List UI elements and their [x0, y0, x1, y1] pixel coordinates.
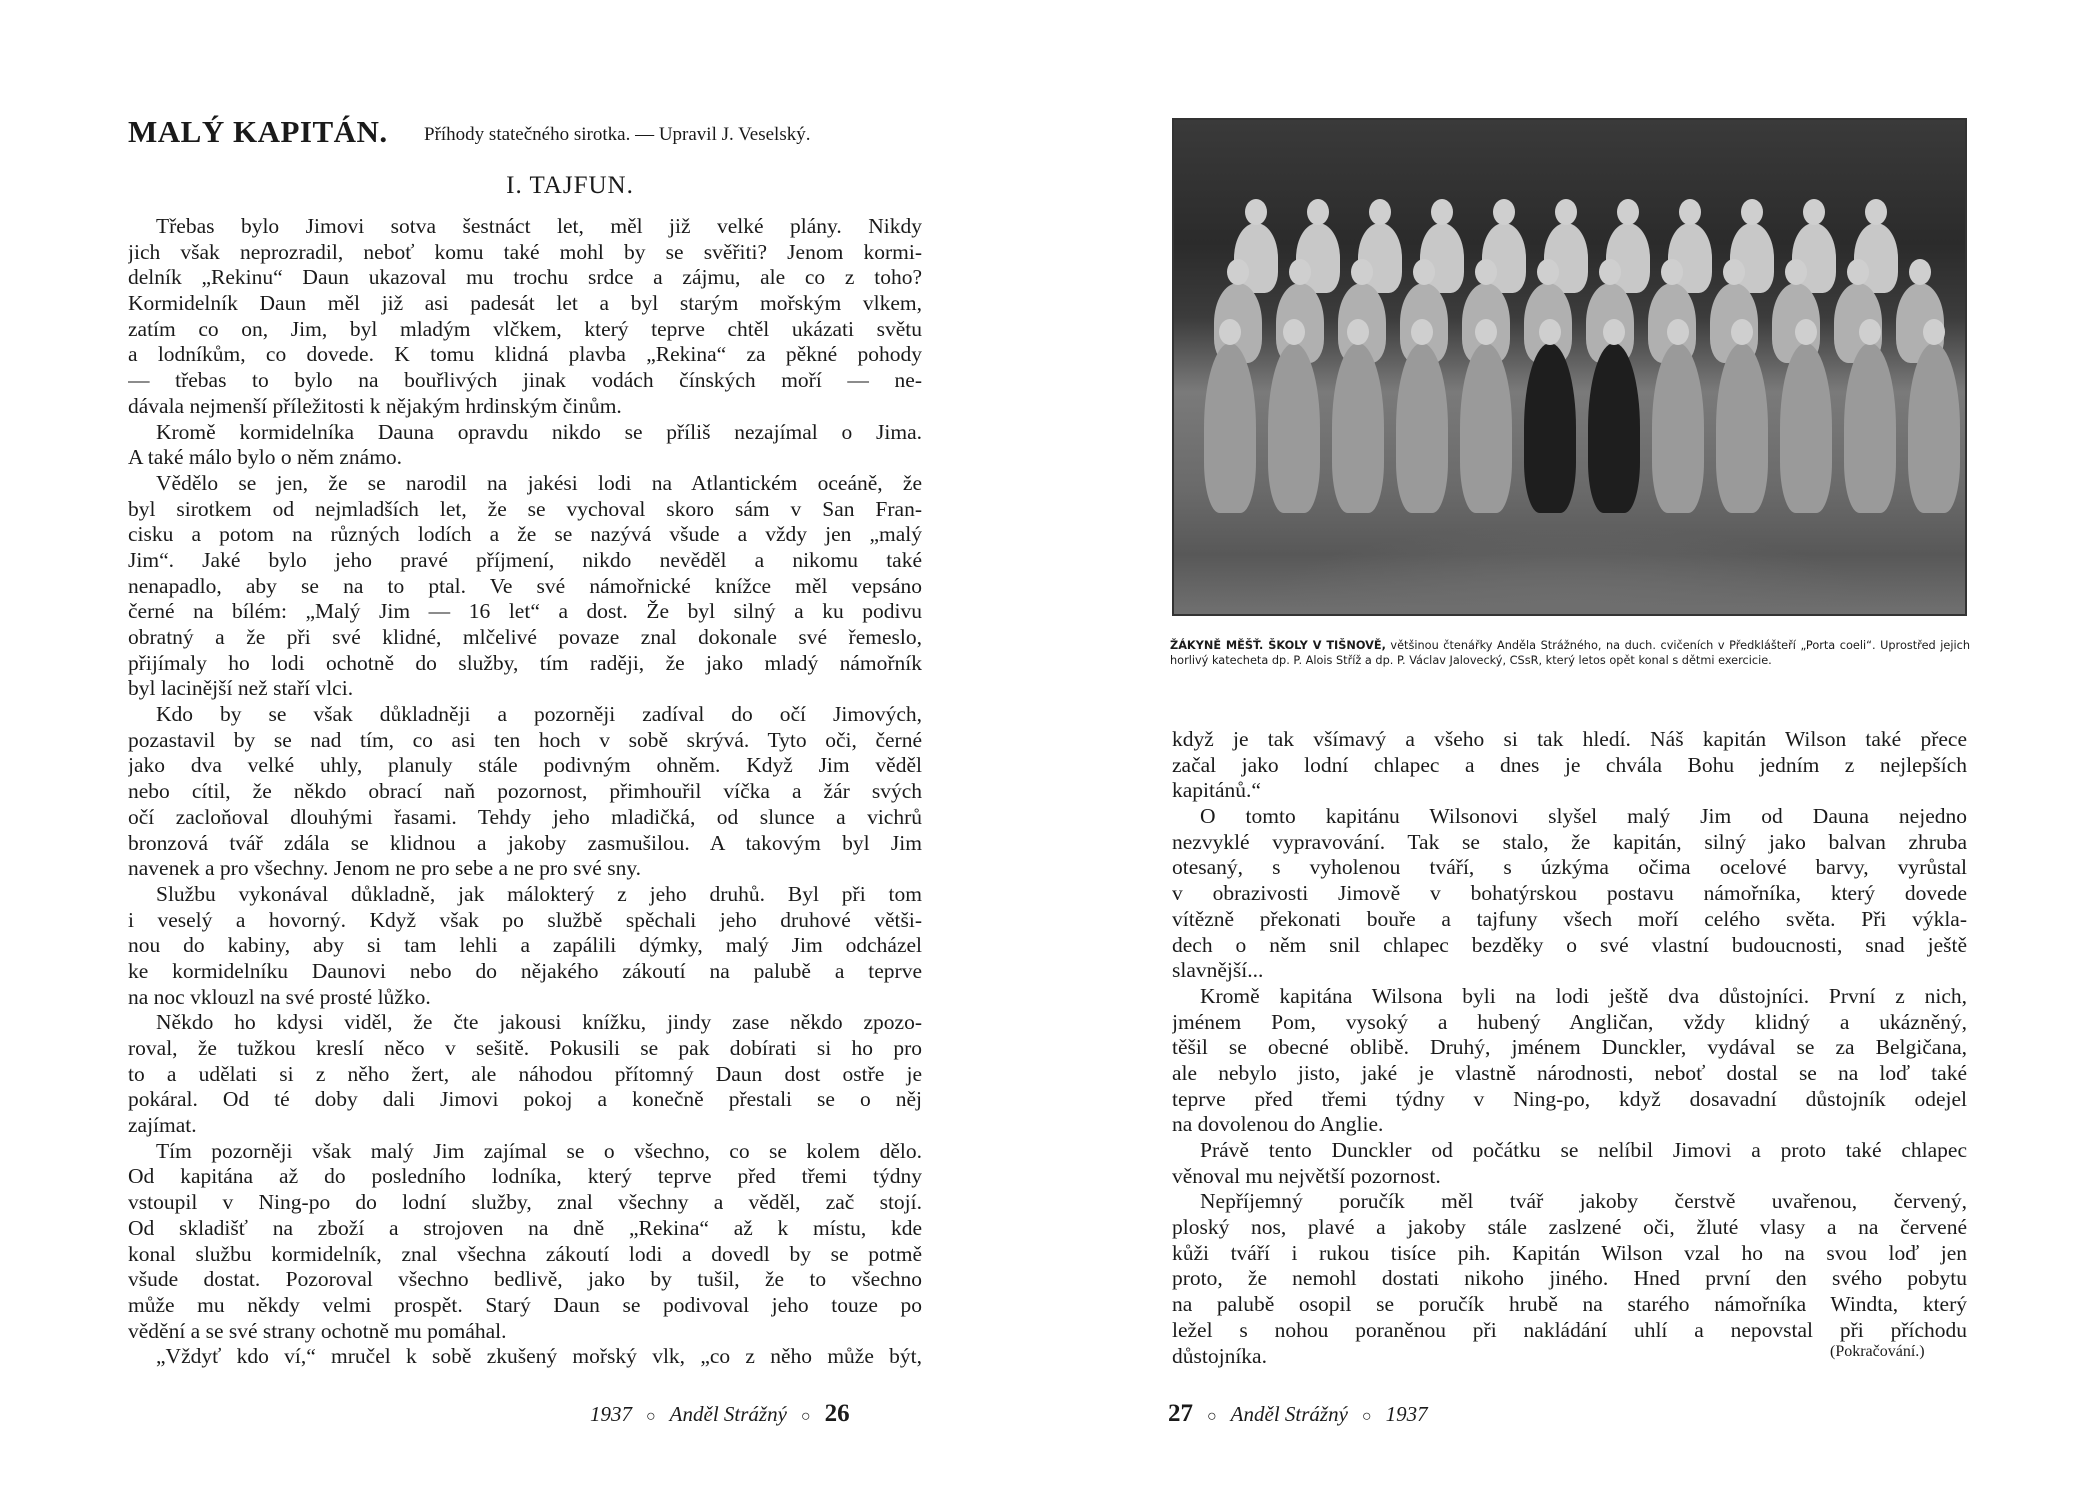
photo-figure — [1396, 343, 1448, 513]
text-line: na noc vklouzl na své prosté lůžko. — [128, 984, 431, 1009]
text-line: obratný a že při své klidné, mlčelivé povaze znal dokonale své řemeslo, — [128, 625, 922, 649]
text-line: pokáral. Od té doby dali Jimovi pokoj a konečně přestali se o něj — [128, 1087, 922, 1112]
photo-figure-head — [1475, 319, 1497, 345]
text-line: teprve před třemi týdny v Ning-po, když dosavadní důstojník odejel — [1172, 1086, 1967, 1111]
text-line: Službu vykonával důkladně, jak málokterý z jeho druhů. Byl při tom — [156, 881, 922, 906]
text-line: Tím pozorněji však malý Jim zajímal se o všechno, co se kolem dělo. — [156, 1138, 922, 1163]
page-number: 27 — [1168, 1400, 1193, 1427]
photo-figure-head — [1539, 319, 1561, 345]
separator-circle-icon: ○ — [646, 1408, 656, 1425]
text-line: ale nebylo jisto, jaké je vlastně národnosti, neboť dostal se na loď také — [1172, 1060, 1967, 1085]
photo-figure — [1460, 343, 1512, 513]
text-line: na dovolenou do Anglie. — [1172, 1112, 1384, 1137]
text-line: otesaný, s vyholenou tváří, s úzkýma očima ocelové barvy, vyrůstal — [1172, 855, 1967, 880]
text-line: proto, že nemohl dostati nikoho jiného. Hned první den svého pobytu — [1172, 1266, 1967, 1291]
photo-figure-head — [1431, 199, 1453, 225]
text-line: Od skladišť na zboží a strojoven na dně „Rekina“ až k místu, kde — [128, 1215, 922, 1240]
photo-figure-head — [1537, 259, 1559, 285]
photo-figure-head — [1865, 199, 1887, 225]
photo-figure-head — [1679, 199, 1701, 225]
photo-figure-head — [1847, 259, 1869, 285]
text-line: důstojníka. — [1172, 1343, 1267, 1368]
text-line: Jim“. Jaké bylo jeho pravé příjmení, nikdo nevěděl a nikomu také — [128, 547, 922, 572]
photo-figure-head — [1245, 199, 1267, 225]
left-text-column — [128, 214, 922, 1370]
text-line: jako dva velké uhly, planuly stále podivným ohněm. Když Jim věděl — [128, 753, 922, 778]
photo-caption — [1170, 638, 1970, 668]
text-line: Kormidelník Daun měl již asi padesát let a byl starým mořským vlkem, — [128, 291, 922, 316]
photo-figure-head — [1741, 199, 1763, 225]
text-line: — třebas to bylo na bouřlivých jinak vodách čínských moří — ne- — [128, 368, 922, 393]
continued-note: (Pokračování.) — [1830, 1343, 1925, 1360]
text-line: Nepříjemný poručík měl tvář jakoby čerstvě uvařenou, červený, — [1200, 1189, 1967, 1214]
text-line: zatím co on, Jim, byl mladým vlčkem, který teprve chtěl ukázati světu — [128, 316, 922, 341]
text-line: kůži tváří i rukou tisíce pih. Kapitán Wilson vzal ho na svou loď jen — [1172, 1240, 1967, 1265]
photo-figure — [1524, 343, 1576, 513]
text-line: nou do kabiny, aby si tam lehli a zapálili dýmky, malý Jim odcházel — [128, 933, 922, 958]
separator-circle-icon: ○ — [1207, 1408, 1217, 1425]
article-subtitle: Příhody statečného sirotka. — Upravil J. Veselský. — [424, 124, 811, 145]
text-line: vědění a se své strany ochotně mu pomáhal. — [128, 1318, 507, 1343]
text-line: Kromě kormidelníka Dauna opravdu nikdo se příliš nezajímal o Jima. — [156, 419, 922, 444]
text-line: očí zacloňoval dlouhými řasami. Tehdy jeho mladičká, od slunce a vichrů — [128, 804, 922, 829]
text-line: slavnější... — [1172, 958, 1264, 983]
photo-figure-head — [1475, 259, 1497, 285]
photo-figure-head — [1667, 319, 1689, 345]
footer-year: 1937 — [1385, 1402, 1428, 1426]
footer-year: 1937 — [590, 1402, 632, 1426]
text-line: přijímaly ho lodi ochotně do služby, tím raději, že jako mladý námořník — [128, 650, 922, 675]
text-line: všude dostat. Pozoroval všechno bedlivě, jako by tušil, že to všechno — [128, 1267, 922, 1292]
text-line: byl lacinější než staří vlci. — [128, 676, 354, 701]
text-line: Kdo by se však důkladněji a pozorněji zadíval do očí Jimových, — [156, 702, 922, 727]
text-line: když je tak všímavý a všeho si tak hledí. Náš kapitán Wilson také přece — [1172, 727, 1967, 751]
text-line: to a udělati si z něho žert, ale náhodou přítomný Daun dost ostře je — [128, 1061, 922, 1086]
text-line: a lodníkům, co dovede. K tomu klidná plavba „Rekina“ za pěkné pohody — [128, 342, 922, 367]
photo-figure-head — [1603, 319, 1625, 345]
text-line: ke kormidelníku Daunovi nebo do nějakého zákoutí na palubě a teprve — [128, 958, 922, 983]
text-line: roval, že tužkou kreslí něco v sešitě. Pokusili se pak dobírati si ho pro — [128, 1036, 922, 1060]
text-line: nebo cítil, že někdo obrací naň pozornost, přimhouřil víčka a žár svých — [128, 779, 922, 804]
text-line: Někdo ho kdysi viděl, že čte jakousi knížku, jindy zase někdo zpozo- — [156, 1010, 922, 1035]
separator-circle-icon: ○ — [1361, 1408, 1372, 1425]
photo-figure-head — [1351, 259, 1373, 285]
text-line: ploský nos, plavé a jakoby stále zaslzené oči, žluté vlasy a na červené — [1172, 1215, 1967, 1240]
photo-figure-head — [1347, 319, 1369, 345]
photo-figure-head — [1803, 199, 1825, 225]
article-title: MALÝ KAPITÁN. — [128, 114, 388, 149]
footer-magazine: Anděl Strážný — [1230, 1402, 1348, 1426]
footer-left — [590, 1400, 850, 1428]
text-line: konal službu kormidelník, znal všechna zákoutí lodi a dovedl by se potmě — [128, 1241, 922, 1266]
photo-figure-head — [1413, 259, 1435, 285]
text-line: černé na bílém: „Malý Jim — 16 let“ a dost. Že byl silný a ku podivu — [128, 599, 922, 624]
photo-figure-head — [1555, 199, 1577, 225]
photo-figure — [1716, 343, 1768, 513]
text-line: na palubě osopil se poručík hrubě na starého námořníka Windta, který — [1172, 1292, 1967, 1317]
photo-figure-head — [1795, 319, 1817, 345]
text-line: může mu někdy velmi prospět. Starý Daun se podivoval jeho touze po — [128, 1292, 922, 1317]
chapter-heading: I. TAJFUN. — [506, 172, 634, 199]
photo-figure — [1652, 343, 1704, 513]
photo-figure-head — [1369, 199, 1391, 225]
text-line: dech o něm snil chlapec bezděky o své vlastní budoucnosti, snad ještě — [1172, 932, 1967, 957]
text-line: „Vždyť kdo ví,“ mručel k sobě zkušený mořský vlk, „co z něho může být, — [156, 1344, 922, 1369]
text-line: i veselý a hovorný. Když však po službě spěchali jeho druhové větši- — [128, 907, 922, 932]
text-line: těšil se obecné oblibě. Druhý, jménem Dunckler, vydával se za Belgičana, — [1172, 1035, 1967, 1060]
photo-figure — [1588, 343, 1640, 513]
photo-figure-head — [1723, 259, 1745, 285]
text-line: nezvyklé vypravování. Tak se stalo, že kapitán, silný jako balvan zhruba — [1172, 829, 1967, 854]
photo-figure-head — [1661, 259, 1683, 285]
text-line: pozastavil by se nad tím, co asi ten hoch v sobě skrývá. Tyto oči, černé — [128, 727, 922, 752]
text-line: A také málo bylo o něm známo. — [128, 445, 403, 470]
text-line: Od kapitána až do posledního lodníka, který teprve před třemi týdny — [128, 1164, 922, 1189]
photo-figure-head — [1283, 319, 1305, 345]
photo-figure-head — [1909, 259, 1931, 285]
footer-right — [1168, 1400, 1428, 1428]
text-line: věnoval mu největší pozornost. — [1172, 1163, 1441, 1188]
photo-figure-head — [1411, 319, 1433, 345]
photo-figure-head — [1859, 319, 1881, 345]
photo-figure-head — [1227, 259, 1249, 285]
text-line: v obrazivosti Jimově v bohatýrskou postavu námořníka, který dovede — [1172, 881, 1967, 906]
photo-figure-head — [1599, 259, 1621, 285]
caption-text: většinou čtenářky Anděla Strážného, na duch. cvičeních v Předklášteří „Porta coeli“. Uprostřed jejich horlivý katecheta dp. P. Alois Stříž a dp. P. Václav Jalovecký, CSsR, který letos opět konal s dětmi exercicie. — [1170, 639, 1970, 667]
text-line: začal jako lodní chlapec a dnes je chvála Bohu jedním z nejlepších — [1172, 752, 1967, 777]
photo-figure-head — [1219, 319, 1241, 345]
photo-figure — [1780, 343, 1832, 513]
caption-heading: ŽÁKYNĚ MĚŠŤ. ŠKOLY V TIŠNOVĚ, — [1170, 639, 1386, 652]
text-line: zajímat. — [128, 1113, 197, 1138]
text-line: byl sirotkem od nejmladších let, že se vychoval skoro sám v San Fran- — [128, 496, 922, 521]
right-text-column — [1172, 727, 1967, 1369]
text-line: dávala nejmenší příležitosti k nějakým hrdinským činům. — [128, 393, 622, 418]
group-photo — [1172, 118, 1967, 616]
separator-circle-icon: ○ — [800, 1408, 811, 1425]
photo-figure-head — [1785, 259, 1807, 285]
text-line: vstoupil v Ning-po do lodní služby, znal všechny a věděl, zač stojí. — [128, 1190, 922, 1215]
photo-figure — [1204, 343, 1256, 513]
text-line: ležel s nohou poraněnou při nakládání uhlí a nepovstal při příchodu — [1172, 1317, 1967, 1342]
photo-figure-head — [1731, 319, 1753, 345]
page-number: 26 — [824, 1400, 850, 1427]
photo-figure-head — [1923, 319, 1945, 345]
photo-figure — [1332, 343, 1384, 513]
text-line: nenapadlo, aby se na to ptal. Ve své námořnické knížce měl vepsáno — [128, 573, 922, 598]
photo-figure-head — [1493, 199, 1515, 225]
photo-figure-head — [1289, 259, 1311, 285]
text-line: bronzová tvář zdála se klidnou a jakoby zasmušilou. A takovým byl Jim — [128, 830, 922, 855]
photo-figure — [1908, 343, 1960, 513]
text-line: navenek a pro všechny. Jenom ne pro sebe a ne pro své sny. — [128, 856, 642, 881]
text-line: kapitánů.“ — [1172, 778, 1261, 803]
text-line: jich však neprozradil, neboť komu také mohl by se svěřiti? Jenom kormi- — [128, 239, 922, 264]
text-line: vítězně překonati bouře a tajfuny všech moří celého světa. Při výkla- — [1172, 906, 1967, 931]
photo-figure-head — [1617, 199, 1639, 225]
text-line: Právě tento Dunckler od počátku se nelíbil Jimovi a proto také chlapec — [1200, 1138, 1967, 1162]
text-line: jménem Pom, vysoký a hubený Angličan, vždy klidný a ukázněný, — [1172, 1009, 1967, 1034]
text-line: Kromě kapitána Wilsona byli na lodi ještě dva důstojníci. První z nich, — [1200, 983, 1967, 1008]
text-line: O tomto kapitánu Wilsonovi slyšel malý Jim od Dauna nejedno — [1200, 804, 1967, 829]
text-line: cisku a potom na různých lodích a že se nazývá všude a vždy jen „malý — [128, 522, 922, 547]
text-line: Třebas bylo Jimovi sotva šestnáct let, měl již velké plány. Nikdy — [156, 214, 922, 238]
text-line: Vědělo se jen, že se narodil na jakési lodi na Atlantickém oceáně, že — [156, 470, 922, 495]
photo-figure-head — [1307, 199, 1329, 225]
footer-magazine: Anděl Strážný — [669, 1402, 787, 1426]
photo-figure — [1268, 343, 1320, 513]
photo-figure — [1844, 343, 1896, 513]
text-line: delník „Rekinu“ Daun ukazoval mu trochu srdce a zájmu, ale co z toho? — [128, 265, 922, 290]
